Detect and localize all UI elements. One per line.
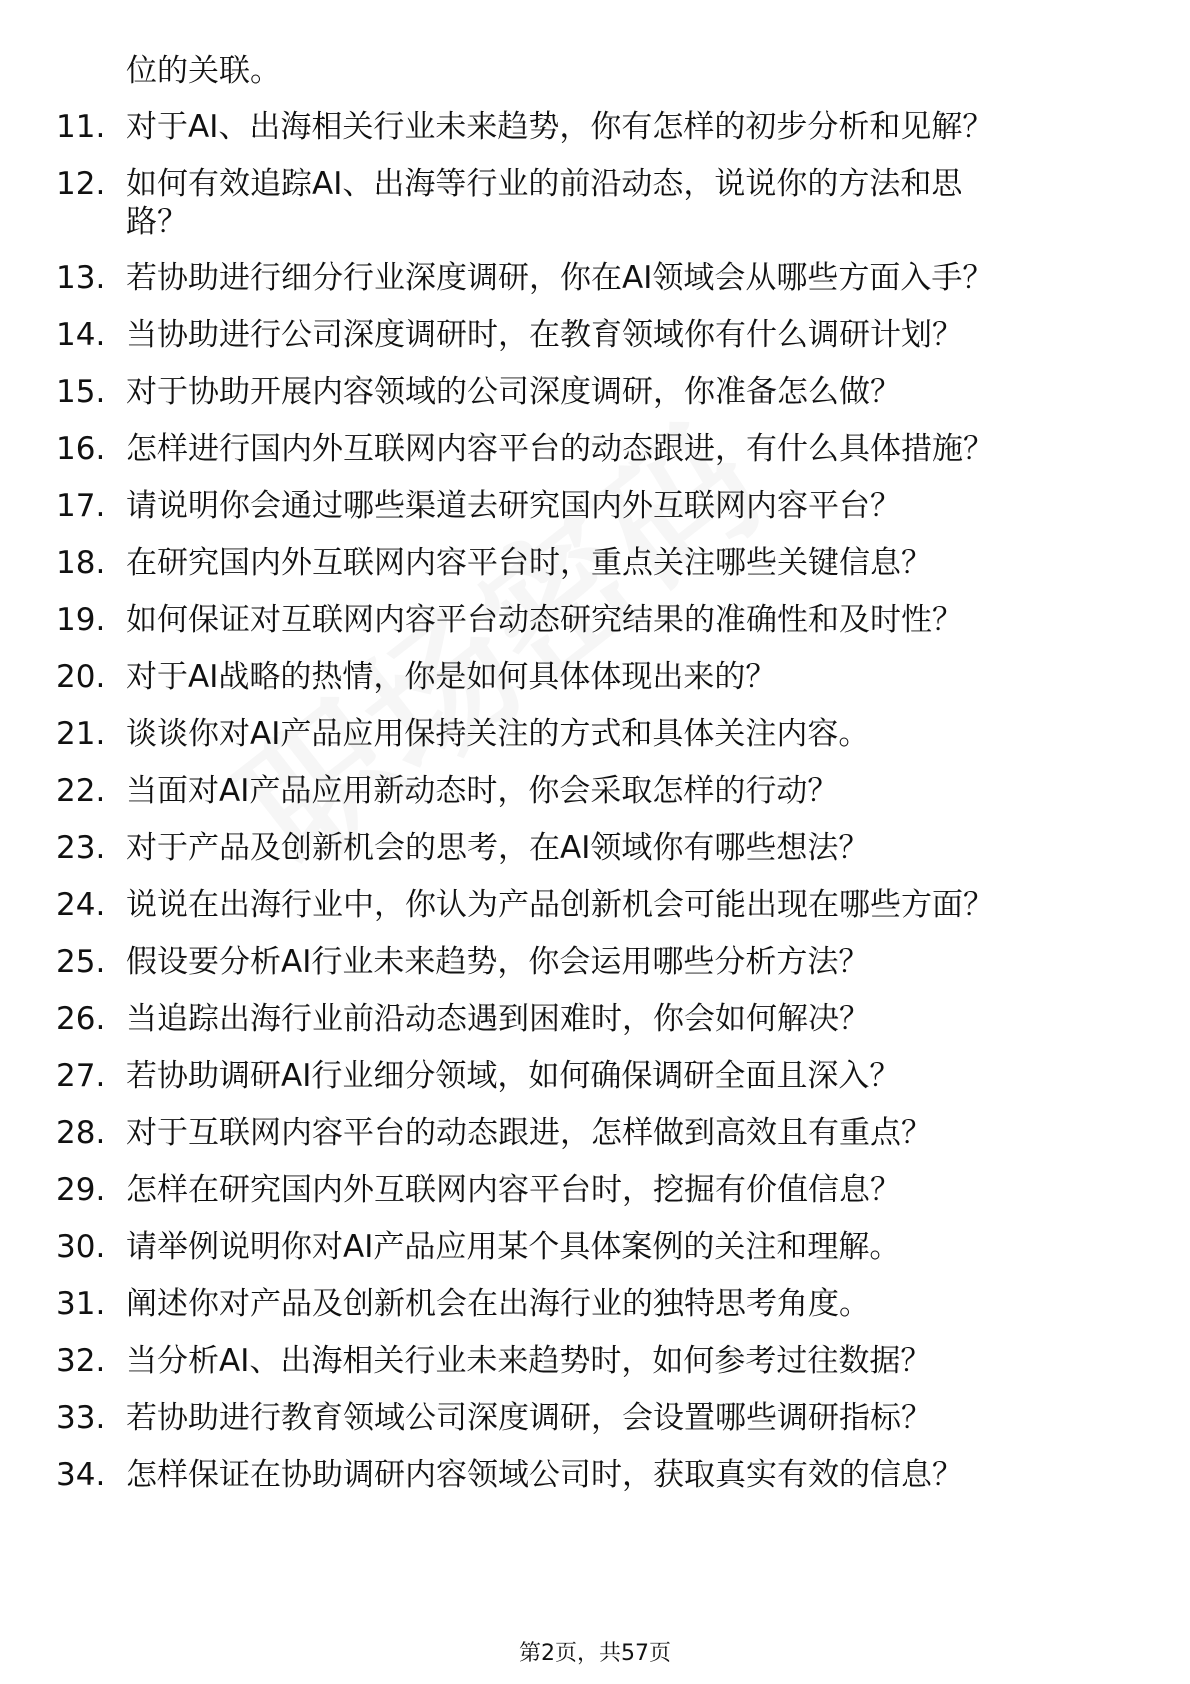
question-number: 20.	[56, 659, 106, 695]
question-text: 对于互联网内容平台的动态跟进，怎样做到高效且有重点？	[126, 1115, 932, 1151]
question-text: 若协助进行细分行业深度调研，你在AI领域会从哪些方面入手？	[126, 260, 994, 296]
question-text: 对于AI、出海相关行业未来趋势，你有怎样的初步分析和见解？	[126, 109, 994, 145]
question-text: 如何保证对互联网内容平台动态研究结果的准确性和及时性？	[126, 602, 963, 638]
question-text: 若协助调研AI行业细分领域，如何确保调研全面且深入？	[126, 1058, 901, 1094]
question-number: 17.	[56, 488, 106, 524]
question-number: 28.	[56, 1115, 106, 1151]
question-text: 当面对AI产品应用新动态时，你会采取怎样的行动？	[126, 773, 839, 809]
question-text: 怎样进行国内外互联网内容平台的动态跟进，有什么具体措施？	[126, 431, 994, 467]
question-number: 14.	[56, 317, 106, 353]
question-number: 29.	[56, 1172, 106, 1208]
question-number: 24.	[56, 887, 106, 923]
question-text: 当追踪出海行业前沿动态遇到困难时，你会如何解决？	[126, 1001, 870, 1037]
question-number: 31.	[56, 1286, 106, 1322]
question-number: 32.	[56, 1343, 106, 1379]
question-number: 34.	[56, 1457, 106, 1493]
continuation-text: 位的关联。	[126, 53, 281, 89]
question-number: 26.	[56, 1001, 106, 1037]
question-number: 30.	[56, 1229, 106, 1265]
question-text: 对于协助开展内容领域的公司深度调研，你准备怎么做？	[126, 374, 901, 410]
question-text: 谈谈你对AI产品应用保持关注的方式和具体关注内容。	[126, 716, 870, 752]
question-text: 在研究国内外互联网内容平台时，重点关注哪些关键信息？	[126, 545, 932, 581]
question-text: 如何有效追踪AI、出海等行业的前沿动态，说说你的方法和思路？	[126, 166, 963, 240]
question-text: 若协助进行教育领域公司深度调研，会设置哪些调研指标？	[126, 1400, 932, 1436]
question-text: 对于AI战略的热情，你是如何具体体现出来的？	[126, 659, 777, 695]
question-number: 19.	[56, 602, 106, 638]
question-text: 阐述你对产品及创新机会在出海行业的独特思考角度。	[126, 1286, 870, 1322]
question-text: 当协助进行公司深度调研时，在教育领域你有什么调研计划？	[126, 317, 963, 353]
question-number: 13.	[56, 260, 106, 296]
page-footer: 第2页，共57页	[519, 1641, 671, 1666]
question-text: 说说在出海行业中，你认为产品创新机会可能出现在哪些方面？	[126, 887, 994, 923]
question-text: 当分析AI、出海相关行业未来趋势时，如何参考过往数据？	[126, 1343, 932, 1379]
question-number: 11.	[56, 109, 106, 145]
question-number: 12.	[56, 166, 106, 202]
question-number: 15.	[56, 374, 106, 410]
question-text: 假设要分析AI行业未来趋势，你会运用哪些分析方法？	[126, 944, 870, 980]
question-number: 27.	[56, 1058, 106, 1094]
question-number: 33.	[56, 1400, 106, 1436]
question-number: 18.	[56, 545, 106, 581]
question-number: 16.	[56, 431, 106, 467]
question-text: 对于产品及创新机会的思考，在AI领域你有哪些想法？	[126, 830, 870, 866]
question-number: 25.	[56, 944, 106, 980]
question-number: 22.	[56, 773, 106, 809]
question-text: 怎样在研究国内外互联网内容平台时，挖掘有价值信息？	[126, 1172, 901, 1208]
question-text: 请说明你会通过哪些渠道去研究国内外互联网内容平台？	[126, 488, 901, 524]
question-text: 怎样保证在协助调研内容领域公司时，获取真实有效的信息？	[126, 1457, 963, 1493]
question-number: 21.	[56, 716, 106, 752]
question-number: 23.	[56, 830, 106, 866]
question-text: 请举例说明你对AI产品应用某个具体案例的关注和理解。	[126, 1229, 901, 1265]
